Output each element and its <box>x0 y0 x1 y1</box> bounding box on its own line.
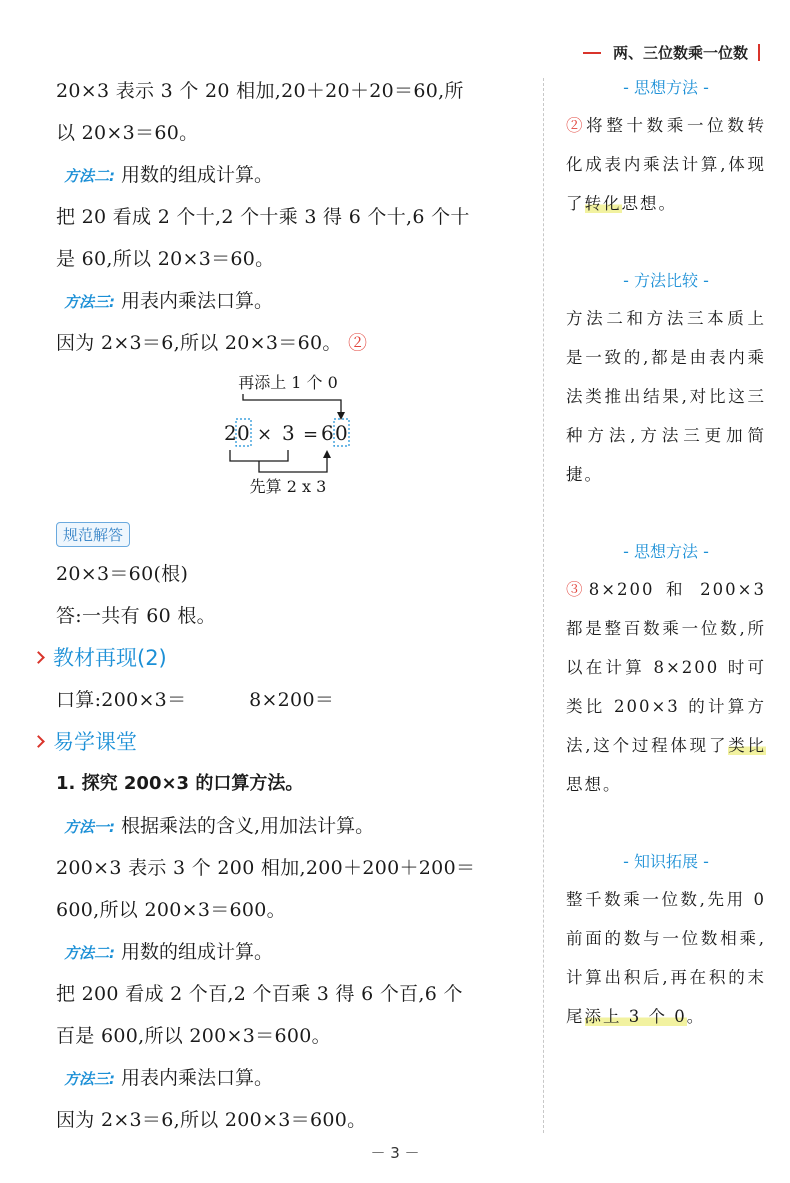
sidebar-notes <box>566 70 766 1036</box>
page-number: － 3 － <box>370 1144 420 1162</box>
spacer <box>566 494 766 534</box>
oral-calc-line <box>56 679 526 721</box>
calc-second: 8×200＝ <box>249 689 335 711</box>
calculation-diagram <box>56 364 526 514</box>
diagram-top-label: 再添上 1 个 0 <box>238 373 338 392</box>
answer-line: 20×3＝60(根) <box>56 563 189 585</box>
chevron-right-icon <box>32 735 45 748</box>
note-text: 整千数乘一位数,先用 0 前面的数与一位数相乘,计算出积后,再在积的末尾 <box>566 890 766 1026</box>
note-text: 。 <box>686 1007 706 1026</box>
standard-answer-tag: 规范解答 <box>56 522 130 547</box>
section-title: 教材再现(2) <box>53 646 167 670</box>
calc-label: 口算:200×3＝ <box>56 689 187 711</box>
paragraph-line: 百是 600,所以 200×3＝600。 <box>56 1025 331 1047</box>
method-tag: 方法三: <box>64 1070 115 1088</box>
diagram-top-line <box>243 394 341 416</box>
paragraph-line: 以 20×3＝60。 <box>56 122 199 144</box>
method-row <box>56 805 526 847</box>
paragraph-line: 200×3 表示 3 个 200 相加,200＋200＋200＝ <box>56 857 476 879</box>
eq-digit: 0 <box>237 421 250 445</box>
note-text: 思想。 <box>566 775 622 794</box>
eq-times: × <box>257 424 273 445</box>
note-highlight: 类比 <box>728 736 767 755</box>
method-tag: 方法二: <box>64 167 115 185</box>
method-text: 用表内乘法口算。 <box>121 290 274 312</box>
paragraph-text: 因为 2×3＝6,所以 20×3＝60。 <box>56 332 342 354</box>
diagram-bottom-line <box>259 454 327 472</box>
chapter-title: 两、三位数乘一位数 <box>612 44 748 62</box>
method-text: 用数的组成计算。 <box>121 164 274 186</box>
note-heading: - 知识拓展 - <box>623 852 709 871</box>
main-column <box>53 70 526 1141</box>
method-row <box>56 1057 526 1099</box>
diagram-bottom-arrowhead <box>323 450 331 458</box>
chapter-header <box>583 42 760 63</box>
eq-digit: 3 <box>282 421 295 445</box>
note-marker: ③ <box>566 580 589 599</box>
note-text: 将整十数乘一位数转化成表内乘法计算,体现了 <box>566 116 767 213</box>
method-tag: 方法一: <box>64 818 115 836</box>
method-row <box>56 280 526 322</box>
question-title: 1. 探究 200×3 的口算方法。 <box>56 773 304 794</box>
paragraph-line: 600,所以 200×3＝600。 <box>56 899 286 921</box>
note-marker: ② <box>566 116 587 135</box>
eq-digit: 0 <box>335 421 348 445</box>
note-body: 方法二和方法三本质上是一致的,都是由表内乘法类推出结果,对比这三种方法,方法三更加简捷。 <box>566 309 766 484</box>
paragraph-line: 把 200 看成 2 个百,2 个百乘 3 得 6 个百,6 个 <box>56 983 463 1005</box>
chevron-right-icon <box>32 651 45 664</box>
note-body <box>566 880 766 1036</box>
note-highlight: 转化 <box>584 194 622 213</box>
paragraph-line <box>56 322 526 364</box>
note-text: 思想。 <box>621 194 677 213</box>
eq-digit: 6 <box>321 421 334 445</box>
note-heading: - 方法比较 - <box>623 271 709 290</box>
paragraph-line: 是 60,所以 20×3＝60。 <box>56 248 275 270</box>
note-highlight: 添上 3 个 0 <box>584 1007 687 1026</box>
header-bar <box>758 44 760 61</box>
method-tag: 方法三: <box>64 293 115 311</box>
section-heading <box>34 637 526 679</box>
eq-digit: 2 <box>224 421 237 445</box>
method-tag: 方法二: <box>64 944 115 962</box>
method-row <box>56 154 526 196</box>
note-heading: - 思想方法 - <box>623 542 709 561</box>
spacer <box>566 804 766 844</box>
note-body <box>566 106 766 223</box>
paragraph-line: 因为 2×3＝6,所以 200×3＝600。 <box>56 1109 367 1131</box>
method-row <box>56 931 526 973</box>
header-dash <box>583 52 601 54</box>
section-title: 易学课堂 <box>53 730 137 754</box>
paragraph-line: 把 20 看成 2 个十,2 个十乘 3 得 6 个十,6 个十 <box>56 206 470 228</box>
eq-equals: = <box>303 424 319 445</box>
method-text: 根据乘法的含义,用加法计算。 <box>121 815 375 837</box>
note-heading: - 思想方法 - <box>623 78 709 97</box>
diagram-bottom-label: 先算 2 x 3 <box>249 477 327 496</box>
paragraph-line: 20×3 表示 3 个 20 相加,20＋20＋20＝60,所 <box>56 80 464 102</box>
diagram-svg <box>56 364 526 514</box>
answer-line: 答:一共有 60 根。 <box>56 605 216 627</box>
diagram-bracket <box>230 450 288 461</box>
method-text: 用表内乘法口算。 <box>121 1067 274 1089</box>
spacer <box>566 223 766 263</box>
column-divider <box>543 78 544 1133</box>
note-text: 8×200 和 200×3 都是整百数乘一位数,所以在计算 8×200 时可类比 200×3 的计算方法,这个过程体现了 <box>566 580 766 755</box>
section-heading <box>34 721 526 763</box>
note-marker: ② <box>348 332 368 354</box>
note-body <box>566 570 766 804</box>
method-text: 用数的组成计算。 <box>121 941 274 963</box>
